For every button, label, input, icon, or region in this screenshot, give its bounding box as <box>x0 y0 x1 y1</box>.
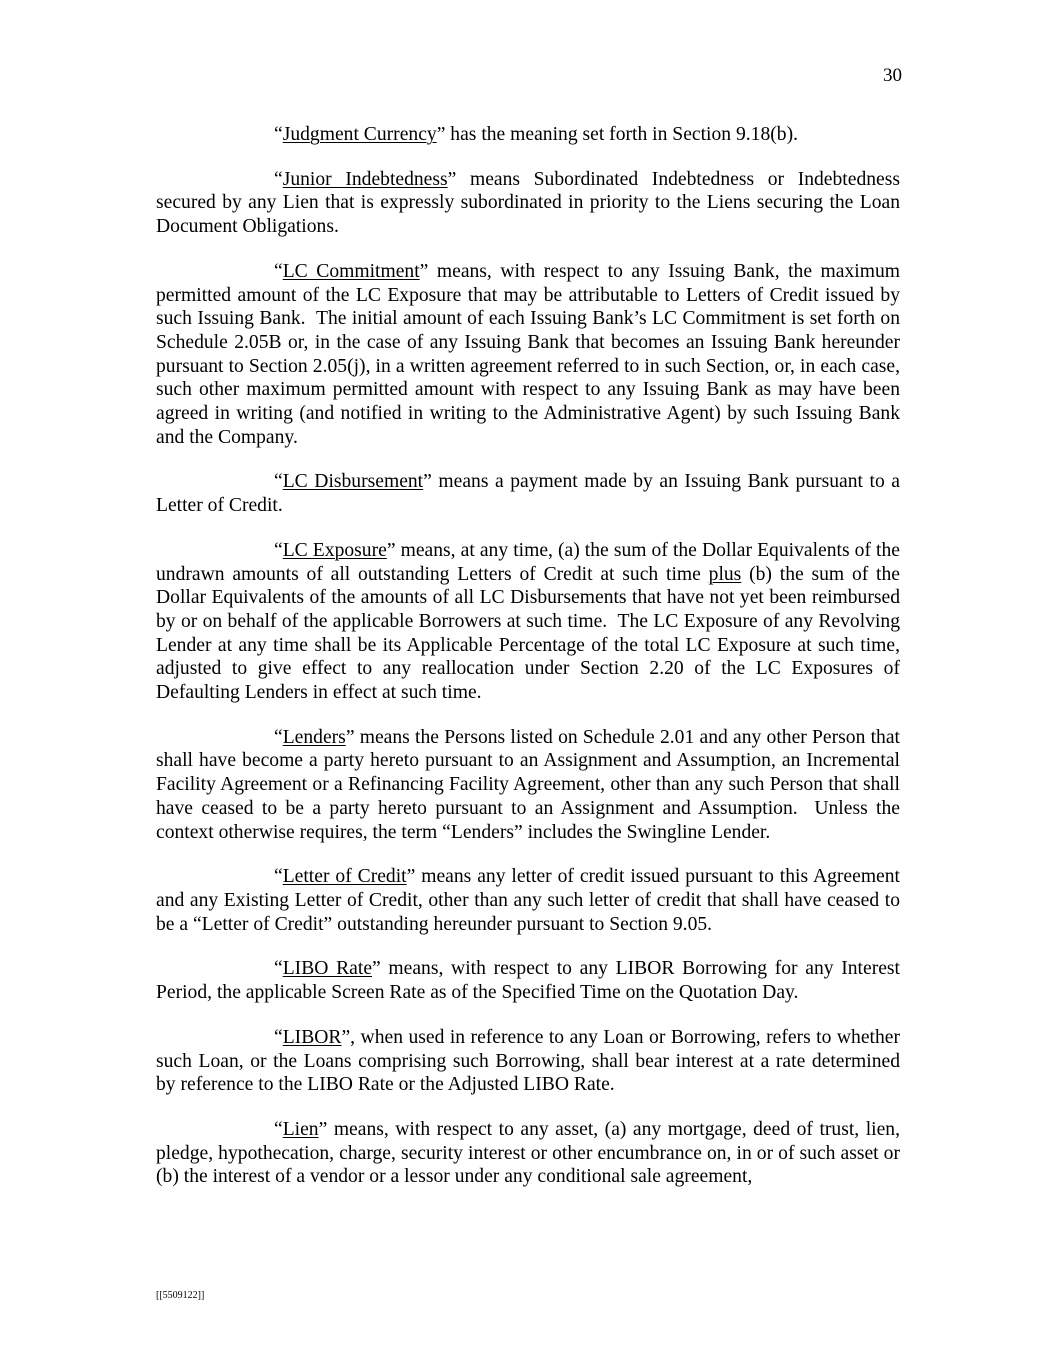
definition-text: ” means, with respect to any Issuing Bank, the maximum permitted amount of the LC Exposure that may be attributable to Letters of Credit issued by such Issuing Bank. The initial amount of each Issuing Bank’s LC Commitment is set forth on Schedule 2.05B or, in the case of any Issuing Bank that becomes an Issuing Bank hereunder pursuant to Section 2.05(j), in a written agreement referred to in such Section, or, in each case, such other maximum permitted amount with respect to any Issuing Bank as may have been agreed in writing (and notified in writing to the Administrative Agent) by such Issuing Bank and the Company. <box>156 260 900 448</box>
defined-term: LIBO Rate <box>282 958 373 980</box>
definition-text: ” means Subordinated Indebtedness or Indebtedness secured by any Lien that is expressly subordinated in priority to the Liens securing the Loan Document Obligations. <box>156 168 900 238</box>
defined-term: Judgment Currency <box>282 124 437 145</box>
open-quote: “ <box>274 726 283 748</box>
open-quote: “ <box>274 539 283 561</box>
definition-text: ” means the Persons listed on Schedule 2.01 and any other Person that shall have become a party hereto pursuant to an Assignment and Assumption, an Incremental Facility Agreement or a Refinancing Facility Agreement, other than any such Person that shall have ceased to be a party hereto pursuant to an Assignment and Assumption. Unless the context otherwise requires, the term “Lenders” includes the Swingline Lender. <box>156 726 900 843</box>
definition-lien <box>156 1118 900 1189</box>
emphasis-plus: plus <box>708 563 742 585</box>
definition-libor <box>156 1026 900 1097</box>
definition-letter-of-credit <box>156 865 900 936</box>
document-body <box>156 123 900 1210</box>
definition-lc-disbursement <box>156 470 900 517</box>
open-quote: “ <box>274 866 283 888</box>
definition-text: ”, when used in reference to any Loan or Borrowing, refers to whether such Loan, or the Loans comprising such Borrowing, shall bear interest at a rate determined by reference to the LIBO Rate or the Adjusted LIBO Rate. <box>156 1026 900 1096</box>
definition-lc-exposure <box>156 539 900 705</box>
definition-text: ” has the meaning set forth in Section 9.18(b). <box>436 124 799 145</box>
definition-text: ” means a payment made by an Issuing Bank pursuant to a Letter of Credit. <box>156 471 901 517</box>
definition-text: ” means any letter of credit issued pursuant to this Agreement and any Existing Letter of Credit, other than any such letter of credit that shall have ceased to be a “Letter of Credit” outstanding hereunder pursuant to Section 9.05. <box>156 866 900 935</box>
open-quote: “ <box>274 124 283 145</box>
defined-term: Junior Indebtedness <box>282 168 448 190</box>
definition-text: ” means, with respect to any LIBOR Borrowing for any Interest Period, the applicable Screen Rate as of the Specified Time on the Quotation Day. <box>156 958 900 1004</box>
definition-lc-commitment <box>156 260 900 450</box>
page-number: 30 <box>883 65 902 86</box>
open-quote: “ <box>274 168 283 190</box>
document-id: [[5509122]] <box>156 1290 205 1301</box>
defined-term: LC Disbursement <box>282 471 424 493</box>
open-quote: “ <box>274 1026 283 1048</box>
open-quote: “ <box>274 958 283 980</box>
definition-junior-indebtedness <box>156 168 900 239</box>
open-quote: “ <box>274 471 283 493</box>
definition-text: ” means, at any time, (a) the sum of the Dollar Equivalents of the undrawn amounts of all outstanding Letters of Credit at such time <box>156 539 900 585</box>
definition-text-continued: (b) the sum of the Dollar Equivalents of the amounts of all LC Disbursements that have not yet been reimbursed by or on behalf of the applicable Borrowers at such time. The LC Exposure of any Revolving Lender at any time shall be its Applicable Percentage of the total LC Exposure at such time, adjusted to give effect to any reallocation under Section 2.20 of the LC Exposures of Defaulting Lenders in effect at such time. <box>156 563 900 704</box>
defined-term: Letter of Credit <box>282 866 407 888</box>
definition-judgment-currency <box>156 123 900 147</box>
defined-term: Lenders <box>282 726 346 748</box>
defined-term: LIBOR <box>282 1026 342 1048</box>
defined-term: LC Commitment <box>282 260 420 282</box>
definition-text: ” means, with respect to any asset, (a) any mortgage, deed of trust, lien, pledge, hypothecation, charge, security interest or other encumbrance on, in or of such asset or (b) the interest of a vendor or a lessor under any conditional sale agreement, <box>156 1118 900 1188</box>
defined-term: LC Exposure <box>282 539 387 561</box>
open-quote: “ <box>274 1118 283 1140</box>
open-quote: “ <box>274 260 283 282</box>
definition-lenders <box>156 726 900 845</box>
defined-term: Lien <box>282 1118 319 1140</box>
definition-libo-rate <box>156 957 900 1004</box>
